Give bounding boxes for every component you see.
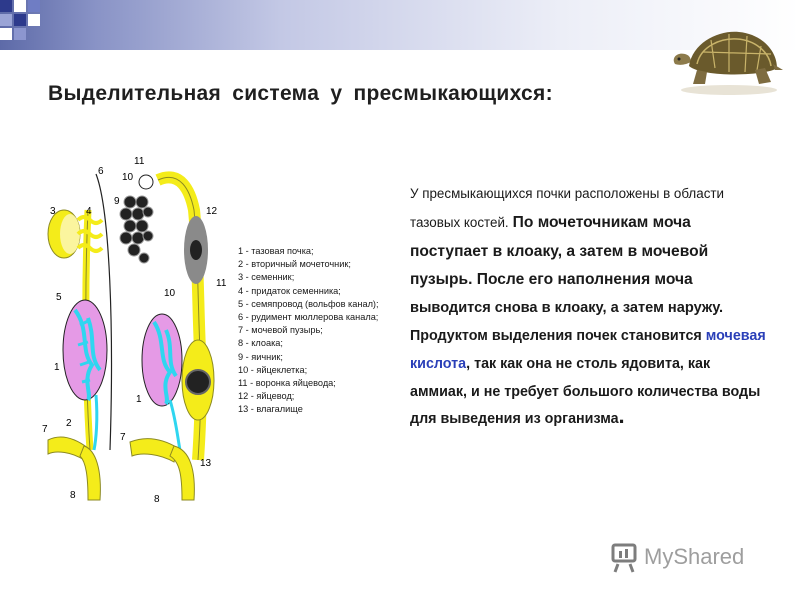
body-text-part3: выводится снова в клоаку, а затем наружу. (410, 300, 724, 317)
legend-item: 1 - тазовая почка; (238, 246, 314, 256)
diagram-label: 7 (120, 432, 126, 443)
uric-acid-highlight: мочевая кислота (410, 327, 766, 372)
diagram-label: 10 (164, 288, 176, 299)
legend-item: 12 - яйцевод; (238, 391, 295, 402)
myshared-watermark (610, 540, 780, 574)
diagram-label: 7 (42, 424, 48, 435)
diagram-label: 11 (134, 156, 145, 167)
legend-item: 7 - мочевой пузырь; (238, 325, 323, 336)
female-organs-diagram (120, 175, 214, 500)
diagram-label: 13 (200, 458, 212, 469)
legend-item: 5 - семяпровод (вольфов канал); (238, 298, 379, 309)
diagram-label: 8 (154, 494, 160, 505)
legend-item: 4 - придаток семенника; (238, 285, 341, 296)
body-text (410, 180, 770, 434)
corner-tiles-decoration (0, 0, 60, 50)
body-text-part1: У пресмыкающихся почки расположены в области тазовых костей. (410, 186, 725, 230)
diagram-legend (238, 245, 379, 417)
diagram-label: 9 (114, 196, 120, 207)
diagram-label: 12 (206, 206, 218, 217)
myshared-logo-icon (610, 542, 640, 574)
legend-item: 13 - влагалище (238, 404, 303, 415)
diagram-label: 8 (70, 490, 76, 501)
legend-item: 8 - клоака; (238, 338, 283, 349)
body-text-end: . (618, 403, 625, 429)
diagram-label: 1 (54, 362, 60, 373)
body-text-part4: Продуктом выделения почек становится (410, 327, 702, 344)
diagram-label: 2 (66, 418, 72, 429)
slide-title: Выделительная система у пресмыкающихся: (48, 82, 553, 105)
diagram-label: 1 (136, 394, 142, 405)
diagram-label: 3 (50, 206, 56, 217)
diagram-label: 10 (122, 172, 134, 183)
turtle-image (667, 18, 787, 98)
diagram-label: 5 (56, 292, 62, 303)
legend-item: 3 - семенник; (238, 272, 295, 283)
male-organs-diagram (48, 174, 111, 500)
legend-item: 11 - воронка яйцевода; (238, 378, 336, 389)
legend-item: 6 - рудимент мюллерова канала; (238, 312, 379, 323)
body-text-part2: По мочеточникам моча поступает в клоаку, а затем в мочевой пузырь. После его наполнения моча (410, 213, 709, 289)
diagram-label: 11 (216, 278, 227, 289)
legend-item: 9 - яичник; (238, 351, 283, 362)
diagram-label: 6 (98, 166, 104, 177)
body-text-part5: , так как она не столь ядовита, как аммиак, и не требует большого количества воды для выведения из организма (410, 355, 761, 428)
diagram-label: 4 (86, 206, 92, 217)
watermark-text: MyShared (644, 544, 745, 569)
legend-item: 2 - вторичный мочеточник; (238, 259, 351, 270)
legend-item: 10 - яйцеклетка; (238, 364, 308, 375)
